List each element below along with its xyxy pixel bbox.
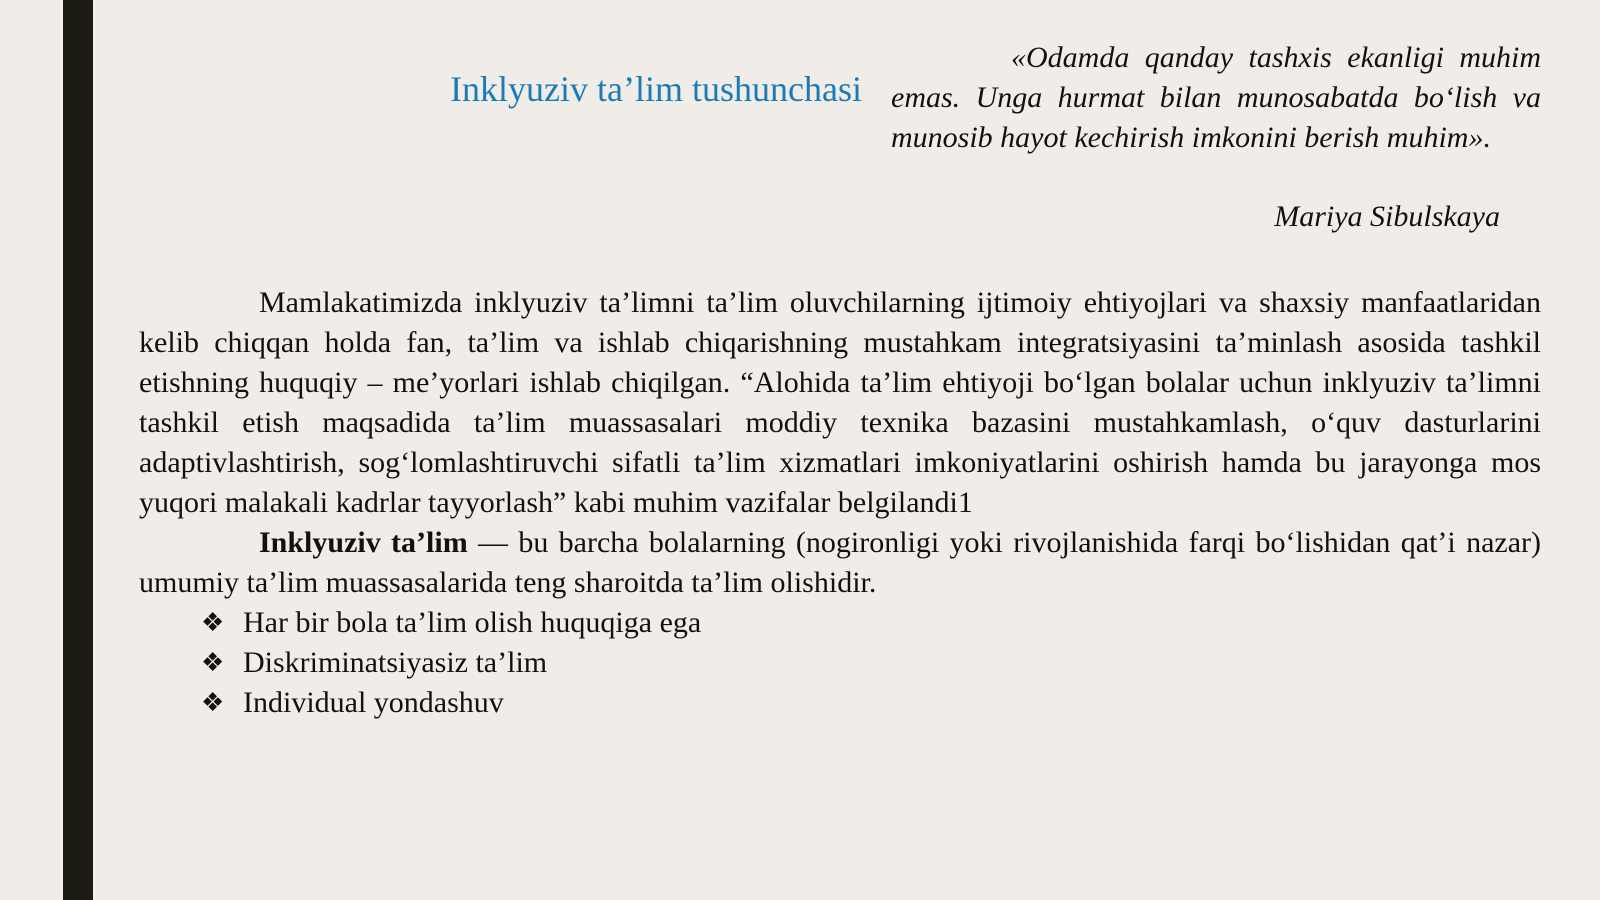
side-accent-bar (63, 0, 93, 900)
definition-paragraph (139, 523, 1541, 603)
slide-title: Inklyuziv ta’lim tushunchasi (450, 69, 862, 109)
intro-paragraph: Mamlakatimizda inklyuziv ta’limni ta’lim oluvchilarning ijtimoiy ehtiyojlari va shaxsiy manfaatlaridan kelib chiqqan holda fan, ta’lim va ishlab chiqarishning mustahkam integratsiyasini ta’minlash asosida tashkil etishning huquqiy – me’yorlari ishlab chiqilgan. “Alohida ta’lim ehtiyoji bo‘lgan bolalar uchun inklyuziv ta’limni tashkil etish maqsadida ta’lim muassasalari moddiy texnika bazasini mustahkamlash, o‘quv dasturlarini adaptivlashtirish, sog‘lomlashtiruvchi sifatli ta’lim xizmatlari imkoniyatlarini oshirish hamda bu jarayonga mos yuqori malakali kadrlar tayyorlash” kabi muhim vazifalar belgilandi1 (139, 286, 1541, 519)
list-item (201, 683, 1541, 723)
list-item-text: Individual yondashuv (243, 686, 504, 719)
list-item (201, 643, 1541, 683)
list-item (201, 603, 1541, 643)
definition-term: Inklyuziv ta’lim (259, 526, 468, 559)
list-item-text: Diskriminatsiyasiz ta’lim (243, 646, 548, 679)
epigraph-quote: «Odamda qanday tashxis ekanligi muhim emas. Unga hurmat bilan munosabatda bo‘lish va munosib hayot kechirish imkonini berish muhim». (891, 41, 1541, 154)
diamond-bullet-icon: ❖ (201, 648, 225, 677)
principles-list (139, 603, 1541, 723)
diamond-bullet-icon: ❖ (201, 608, 225, 637)
diamond-bullet-icon: ❖ (201, 688, 225, 717)
definition-text: — bu barcha bolalarning (nogironligi yoki rivojlanishida farqi bo‘lishidan qat’i nazar) umumiy ta’lim muassasalarida teng sharoitda ta’lim olishidir. (139, 526, 1541, 599)
quote-author: Mariya Sibulskaya (1274, 200, 1500, 233)
main-content (139, 283, 1541, 723)
list-item-text: Har bir bola ta’lim olish huquqiga ega (243, 606, 702, 639)
